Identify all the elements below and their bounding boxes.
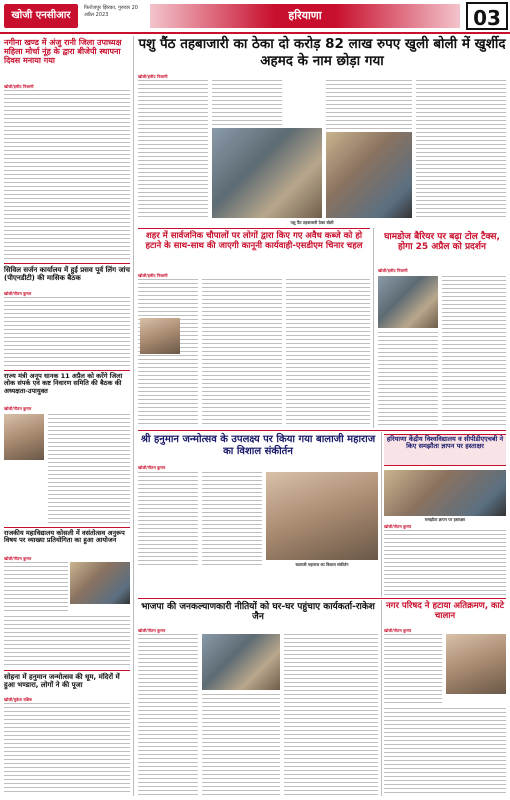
left-story-1-body xyxy=(4,90,130,260)
middle-story-2-body xyxy=(138,472,198,568)
lead-photo-auction xyxy=(212,128,322,218)
right-story-2-headline: हरियाणा केंद्रीय विश्वविद्यालय व सीपीडीएएचबी ने किए समझौता ज्ञापन पर हस्ताक्षर xyxy=(386,435,504,451)
divider xyxy=(4,263,130,264)
page-number: 03 xyxy=(466,2,508,30)
lead-body-col1 xyxy=(138,80,208,218)
middle-story-2-headline: श्री हनुमान जन्मोत्सव के उपलक्ष्य पर किया गया बालाजी महाराज का विशाल संकीर्तन xyxy=(140,434,376,457)
middle-story-3-body-col3 xyxy=(284,634,378,796)
middle-story-1-headline: शहर में सार्वजनिक चौपालों पर लोगों द्वारा किए गए अवैध कब्जे को हो हटाने के साथ-साथ की जाएगी कानूनी कार्यवाही-एसडीएम चिनार चहल xyxy=(145,231,363,251)
right-story-1-body-col2 xyxy=(378,332,438,426)
left-story-4-body xyxy=(4,562,68,614)
toll-barrier-photo xyxy=(378,276,438,328)
left-story-2-body xyxy=(4,297,130,367)
lead-body-col3 xyxy=(326,80,412,130)
right-story-3-body-col2 xyxy=(384,708,506,796)
middle-story-3-byline: खोजी/गौतम कुमार xyxy=(138,628,166,633)
middle-story-1-body-col3 xyxy=(286,279,370,427)
left-story-1-byline: खोजी/हमीद निजामी xyxy=(4,84,34,89)
temple-photo-caption: बालाजी महाराज का विशाल संकीर्तन xyxy=(295,562,349,567)
section-title: हरियाणा xyxy=(150,4,460,28)
left-story-1-headline: नगीना खण्ड में अंजु रानी जिला उपाध्यक्ष महिला मोर्चा नूंह के द्वारा बीजेपी स्थापना दिवस मनाया गया xyxy=(4,38,122,66)
left-story-2-byline: खोजी/गौतम कुमार xyxy=(4,291,32,296)
left-story-3-body xyxy=(48,414,130,524)
divider xyxy=(4,527,130,528)
middle-story-3-headline: भाजपा की जनकल्याणकारी नीतियों को घर-घर पहुंचाए कार्यकर्ता-राकेश जैन xyxy=(141,602,375,623)
middle-story-3-body-col2 xyxy=(202,694,280,796)
left-story-5-byline: खोजी/मुकेश वशिष्ठ xyxy=(4,697,32,702)
column-divider xyxy=(373,228,374,428)
middle-story-2-body-col2 xyxy=(202,472,262,568)
right-story-3-byline: खोजी/गौतम कुमार xyxy=(384,628,412,633)
sdm-portrait-photo xyxy=(140,318,180,354)
left-story-4-headline: राजकीय महाविद्यालय कोसली में वसंतोत्सव अनुरूप विषय पर व्याख्या प्रतियोगिता का हुआ आयोजन xyxy=(4,529,125,545)
mou-signing-photo xyxy=(384,470,506,516)
lead-byline: खोजी/हमीद निजामी xyxy=(138,74,168,79)
divider xyxy=(138,598,506,599)
right-story-1-body xyxy=(442,276,506,426)
right-story-3-headline: नगर परिषद ने हटाया अतिक्रमण, काटे चालान xyxy=(385,601,505,621)
mou-photo-caption: समझौता ज्ञापन पर हस्ताक्षर xyxy=(424,517,466,522)
temple-event-photo xyxy=(266,472,378,560)
divider xyxy=(138,430,506,431)
right-story-3-body xyxy=(384,634,442,704)
left-story-4-body-cont xyxy=(4,616,130,668)
divider xyxy=(4,370,130,371)
column-divider xyxy=(381,600,382,796)
encroachment-photo xyxy=(446,634,506,694)
lead-photo-caption: पशु पैंठ तहबाजारी ठेका बोली xyxy=(290,220,334,225)
left-story-5-headline: सोहना में हनुमान जन्मोत्सव की धूम, मंदिरों में हुआ भण्डारा, लोगों ने की पूजा xyxy=(4,673,120,690)
column-divider xyxy=(133,36,134,796)
lead-body-col2 xyxy=(212,80,282,126)
middle-story-1-body-col2 xyxy=(202,279,282,427)
bjp-meeting-photo xyxy=(202,634,280,690)
issue-meta: फिरोजपुर झिरका, गुरुवार 20 अप्रैल 2023 xyxy=(84,5,138,18)
divider xyxy=(4,670,130,671)
middle-story-3-body xyxy=(138,634,198,796)
middle-story-2-byline: खोजी/गौतम कुमार xyxy=(138,465,166,470)
right-story-2-body xyxy=(384,530,506,596)
lead-photo-crowd xyxy=(326,132,412,218)
right-story-1-byline: खोजी/हमीद निजामी xyxy=(378,268,408,273)
official-portrait-photo xyxy=(4,414,44,460)
lead-body-col4 xyxy=(416,80,506,218)
left-story-3-byline: खोजी/गौतम कुमार xyxy=(4,406,32,411)
right-story-1-headline: घामडोज बैरियर पर बढ़ा टोल टैक्स, होगा 25 अप्रैल को प्रदर्शन xyxy=(384,232,500,253)
college-event-photo xyxy=(70,562,130,604)
left-story-2-headline: सिविल सर्जन कार्यालय में हुई प्रसव पूर्व लिंग जांच (पीएनडीटी) की मासिक बैठक xyxy=(4,266,130,283)
left-story-5-body xyxy=(4,703,130,795)
left-story-3-headline: राज्य मंत्री अनूप धानक 11 अप्रैल को करेंगे जिला लोक संपर्क एवं कष्ट निवारण समिति की बैठक की अध्यक्षता-उपायुक्त xyxy=(4,372,123,395)
left-story-4-byline: खोजी/गौतम कुमार xyxy=(4,556,32,561)
middle-story-1-byline: खोजी/हमीद निजामी xyxy=(138,273,168,278)
column-divider xyxy=(381,432,382,597)
right-story-2-byline: खोजी/गौतम कुमार xyxy=(384,524,412,529)
lead-headline: पशु पैंठ तहबाजारी का ठेका दो करोड़ 82 लाख रुपए खुली बोली में खुर्शीद अहमद के नाम छोड़ा गया xyxy=(138,36,506,69)
divider xyxy=(138,228,370,229)
brand-logo: खोजी एनसीआर xyxy=(4,4,78,28)
